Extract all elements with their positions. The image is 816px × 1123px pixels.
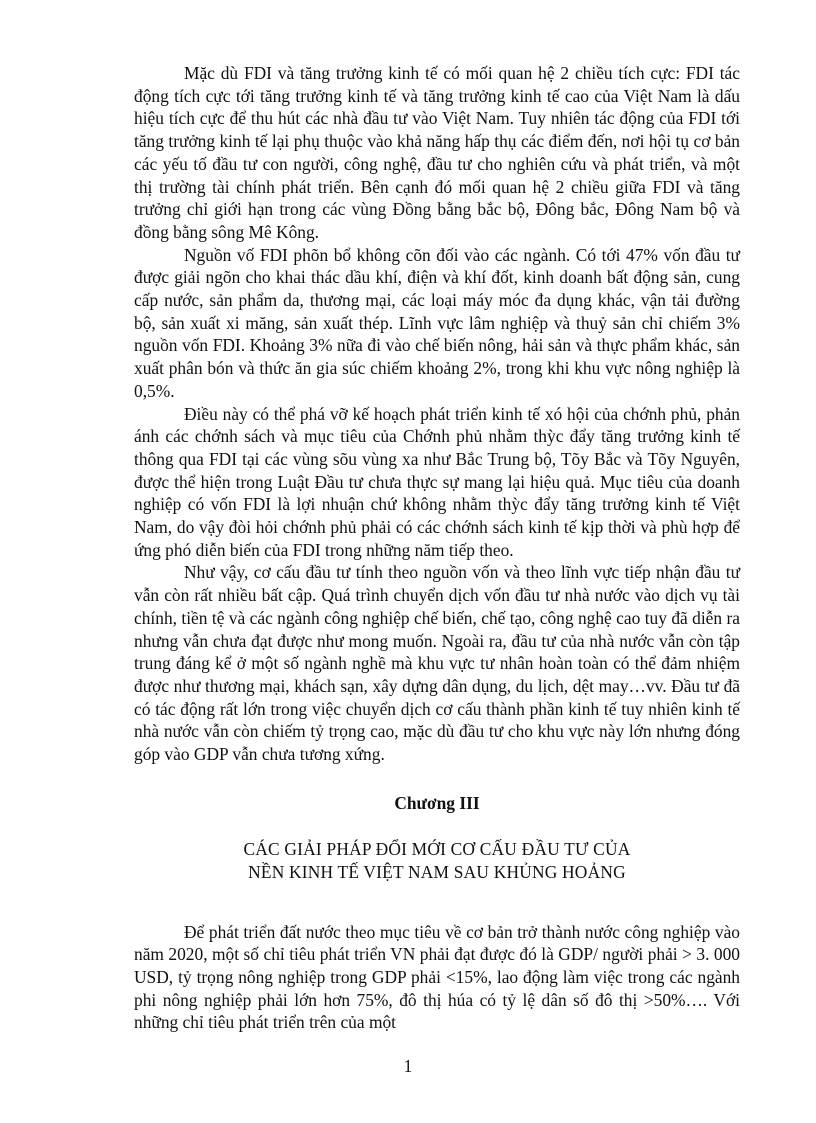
- paragraph-fdi-allocation: Nguồn vố FDI phõn bổ không cõn đối vào các ngành. Có tới 47% vốn đầu tư được giải ngõn cho khai thác dầu khí, điện và khí đốt, kinh doanh bất động sản, cung cấp nước, sản phẩm da, thương mại, các loại máy móc đa dụng khác, vận tải đường bộ, sản xuất xi măng, sản xuất thép. Lĩnh vực lâm nghiệp và thuỷ sản chỉ chiếm 3% nguồn vốn FDI. Khoảng 3% nữa đi vào chế biến nông, hải sản và thực phẩm khác, sản xuất phân bón và thức ăn gia súc chiếm khoảng 2%, trong khi khu vực nông nghiệp là 0,5%.: [134, 244, 740, 401]
- paragraph-investment-structure: Như vậy, cơ cấu đầu tư tính theo nguồn vốn và theo lĩnh vực tiếp nhận đầu tư vẫn còn rất nhiều bất cập. Quá trình chuyển dịch vốn đầu tư nhà nước vào dịch vụ tài chính, tiền tệ và các ngành công nghiệp chế biến, chế tạo, công nghệ cao tuy đã diễn ra nhưng vẫn chưa đạt được như mong muốn. Ngoài ra, đầu tư của nhà nước vẫn còn tập trung đáng kể ở một số ngành nghề mà khu vực tư nhân hoàn toàn có thể đảm nhiệm được như thương mại, khách sạn, xây dựng dân dụng, du lịch, dệt may…vv. Đầu tư đã có tác động rất lớn trong việc chuyển dịch cơ cấu thành phần kinh tế tuy nhiên kinh tế nhà nước vẫn còn chiếm tỷ trọng cao, mặc dù đầu tư cho khu vực này lớn nhưng đóng góp vào GDP vẫn chưa tương xứng.: [134, 562, 740, 765]
- paragraph-government-plan: Điều này có thể phá vỡ kế hoạch phát triển kinh tế xó hội của chớnh phủ, phản ánh các chớnh sách và mục tiêu của Chớnh phủ nhằm thỳc đẩy tăng trưởng kinh tế thông qua FDI tại các vùng sõu vùng xa như Bắc Trung bộ, Tõy Bắc và Tõy Nguyên, được thể hiện trong Luật Đầu tư chưa thực sự mang lại hiệu quả. Mục tiêu của doanh nghiệp có vốn FDI là lợi nhuận chứ không nhằm thỳc đẩy tăng trưởng kinh tế Việt Nam, do vậy đòi hỏi chớnh phủ phải có các chớnh sách kinh tế kịp thời và phù hợp để ứng phó diễn biến của FDI trong những năm tiếp theo.: [134, 403, 740, 560]
- paragraph-development-goals: Để phát triển đất nước theo mục tiêu về cơ bản trở thành nước công nghiệp vào năm 2020, một số chỉ tiêu phát triển VN phải đạt được đó là GDP/ người phải > 3. 000 USD, tỷ trọng nông nghiệp trong GDP phải <15%, lao động làm việc trong các ngành phi nông nghiệp phải lớn hơn 75%, đô thị húa có tỷ lệ dân số đô thị >50%…. Với những chỉ tiêu phát triển trên của một: [134, 921, 740, 1033]
- chapter-heading: Chương III: [394, 792, 480, 813]
- chapter-title-line-2: NỀN KINH TẾ VIỆT NAM SAU KHỦNG HOẢNG: [248, 861, 626, 882]
- document-page: [134, 62, 740, 1034]
- chapter-title: [134, 838, 740, 884]
- page-number: 1: [403, 1056, 413, 1076]
- chapter-title-line-1: CÁC GIẢI PHÁP ĐỔI MỚI CƠ CẤU ĐẦU TƯ CỦA: [243, 838, 631, 859]
- paragraph-fdi-growth: Mặc dù FDI và tăng trưởng kinh tế có mối quan hệ 2 chiều tích cực: FDI tác động tích cực tới tăng trưởng kinh tế và tăng trưởng kinh tế cao của Việt Nam là dấu hiệu tích cực để thu hút các nhà đầu tư vào Việt Nam. Tuy nhiên tác động của FDI tới tăng trưởng kinh tế lại phụ thuộc vào khả năng hấp thụ các điểm đến, nơi hội tụ cơ bản các yếu tố đầu tư con người, công nghệ, đầu tư cho nghiên cứu và phát triển, và một thị trường tài chính phát triển. Bên cạnh đó mối quan hệ 2 chiều giữa FDI và tăng trưởng chỉ giới hạn trong các vùng Đồng bằng bắc bộ, Đông bắc, Đông Nam bộ và đồng bằng sông Mê Kông.: [134, 63, 740, 242]
